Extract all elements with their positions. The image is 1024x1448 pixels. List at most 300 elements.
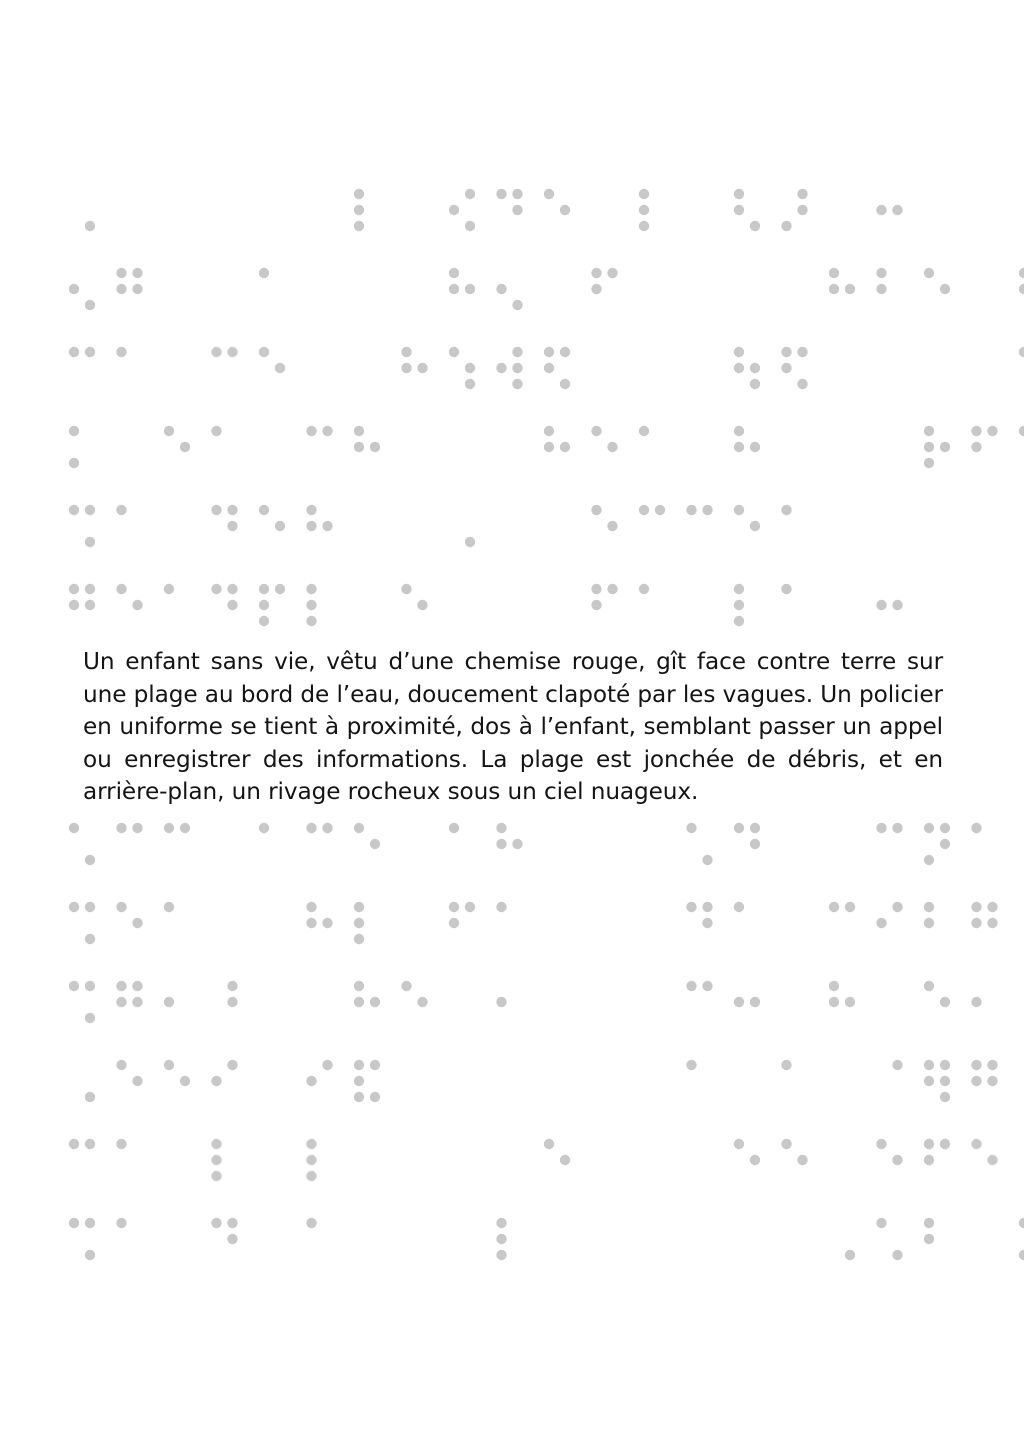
braille-dot (465, 284, 475, 294)
braille-dot (132, 823, 142, 833)
braille-dot (971, 1139, 981, 1149)
braille-dot (924, 981, 934, 991)
braille-dot (259, 600, 269, 610)
braille-dot (876, 823, 886, 833)
braille-dot (85, 1250, 95, 1260)
braille-dot (322, 426, 332, 436)
braille-dot (465, 221, 475, 231)
braille-dot (750, 363, 760, 373)
braille-dot (322, 823, 332, 833)
braille-dot (306, 902, 316, 912)
braille-upper-line-1 (85, 189, 1024, 231)
braille-dot (132, 981, 142, 991)
braille-dot (354, 221, 364, 231)
braille-dot (560, 1155, 570, 1165)
braille-dot (892, 1060, 902, 1070)
braille-dot (639, 426, 649, 436)
braille-dot (734, 823, 744, 833)
braille-dot (227, 347, 237, 357)
braille-dot (449, 823, 459, 833)
braille-upper-line-2 (69, 268, 1024, 310)
braille-dot (560, 347, 570, 357)
braille-dot (750, 839, 760, 849)
braille-dot (829, 284, 839, 294)
braille-dot (449, 902, 459, 912)
braille-dot (512, 379, 522, 389)
braille-dot (734, 189, 744, 199)
braille-dot (132, 997, 142, 1007)
braille-dot (306, 600, 316, 610)
braille-dot (496, 839, 506, 849)
braille-dot (370, 839, 380, 849)
braille-dot (132, 918, 142, 928)
braille-dot (116, 902, 126, 912)
braille-dot (227, 505, 237, 515)
braille-dot (544, 363, 554, 373)
braille-dot (734, 997, 744, 1007)
braille-dot (829, 268, 839, 278)
braille-dot (354, 981, 364, 991)
braille-dot (496, 363, 506, 373)
braille-dot (781, 347, 791, 357)
braille-dot (85, 1013, 95, 1023)
braille-dot (734, 600, 744, 610)
braille-dot (227, 600, 237, 610)
braille-lower-line-4 (85, 1060, 1024, 1102)
braille-dot (259, 616, 269, 626)
braille-dot (655, 505, 665, 515)
braille-dot (876, 268, 886, 278)
braille-dot (702, 902, 712, 912)
braille-dot (781, 363, 791, 373)
braille-dot (591, 600, 601, 610)
braille-dot (845, 902, 855, 912)
braille-dot (306, 1218, 316, 1228)
braille-dot (449, 205, 459, 215)
braille-dot (971, 823, 981, 833)
braille-dot (354, 934, 364, 944)
braille-dot (971, 997, 981, 1007)
braille-dot (845, 284, 855, 294)
braille-dot (734, 902, 744, 912)
braille-dot (354, 189, 364, 199)
braille-dot (85, 1218, 95, 1228)
braille-dot (924, 1234, 934, 1244)
braille-dot (116, 997, 126, 1007)
braille-dot (354, 902, 364, 912)
braille-dot (85, 1092, 95, 1102)
braille-dot (1019, 426, 1024, 436)
braille-dot (987, 1060, 997, 1070)
braille-dot (734, 442, 744, 452)
braille-dot (116, 1218, 126, 1228)
braille-dot (401, 981, 411, 991)
braille-dot (686, 902, 696, 912)
braille-dot (227, 981, 237, 991)
braille-dot (686, 1060, 696, 1070)
braille-dot (449, 347, 459, 357)
braille-dot (306, 584, 316, 594)
braille-dot (686, 823, 696, 833)
braille-dot (211, 347, 221, 357)
braille-dot (797, 347, 807, 357)
braille-dot (591, 268, 601, 278)
braille-dot (829, 997, 839, 1007)
braille-dot (69, 1139, 79, 1149)
braille-dot (971, 1076, 981, 1086)
braille-dot (306, 1155, 316, 1165)
braille-dot (940, 1060, 950, 1070)
braille-dot (116, 284, 126, 294)
braille-dot (496, 1250, 506, 1260)
braille-dot (924, 855, 934, 865)
braille-dot (971, 1060, 981, 1070)
braille-dot (797, 379, 807, 389)
braille-dot (306, 823, 316, 833)
braille-dot (892, 600, 902, 610)
braille-dot (734, 205, 744, 215)
braille-dot (465, 363, 475, 373)
braille-dot (465, 902, 475, 912)
braille-dot (750, 823, 760, 833)
braille-dot (401, 584, 411, 594)
braille-dot (1019, 1218, 1024, 1228)
image-description-caption: Un enfant sans vie, vêtu d’une chemise rouge, gît face contre terre sur une plage au bord de l’eau, doucement clapoté par les vagues. Un policier en uniforme se tient à proximité, dos à l’enfant, semblant passer un appel ou enregistrer des informations. La plage est jonchée de débris, et en arrière-plan, un rivage rocheux sous un ciel nuageux. (83, 648, 943, 805)
braille-dot (116, 981, 126, 991)
braille-dot (750, 379, 760, 389)
braille-dot (85, 347, 95, 357)
braille-dot (971, 902, 981, 912)
braille-dot (85, 902, 95, 912)
braille-dot (971, 426, 981, 436)
braille-dot (924, 823, 934, 833)
braille-dot (370, 442, 380, 452)
braille-dot (750, 521, 760, 531)
braille-dot (306, 505, 316, 515)
braille-dot (354, 918, 364, 928)
braille-dot (876, 205, 886, 215)
braille-dot (116, 1139, 126, 1149)
braille-dot (892, 902, 902, 912)
braille-dot (940, 823, 950, 833)
braille-dot (449, 268, 459, 278)
braille-dot (971, 918, 981, 928)
braille-dot (496, 1218, 506, 1228)
braille-dot (322, 521, 332, 531)
braille-dot (164, 426, 174, 436)
braille-lower-line-2 (69, 902, 1024, 944)
braille-dot (892, 205, 902, 215)
braille-dot (69, 600, 79, 610)
braille-dot (924, 918, 934, 928)
braille-dot (781, 584, 791, 594)
braille-dot (227, 584, 237, 594)
braille-dot (354, 823, 364, 833)
braille-dot (227, 997, 237, 1007)
braille-dot (924, 442, 934, 452)
braille-dot (85, 505, 95, 515)
braille-dot (560, 205, 570, 215)
braille-dot (417, 600, 427, 610)
braille-dot (639, 584, 649, 594)
braille-dot (544, 1139, 554, 1149)
braille-dot (845, 997, 855, 1007)
braille-dot (607, 442, 617, 452)
braille-dot (781, 1139, 791, 1149)
braille-dot (211, 426, 221, 436)
braille-dot (876, 1139, 886, 1149)
braille-dot (734, 363, 744, 373)
braille-upper-line-5 (69, 505, 1024, 547)
braille-dot (69, 981, 79, 991)
braille-dot (829, 902, 839, 912)
braille-dot (512, 189, 522, 199)
braille-dot (639, 221, 649, 231)
braille-dot (354, 426, 364, 436)
braille-dot (69, 347, 79, 357)
braille-dot (797, 189, 807, 199)
braille-dot (259, 505, 269, 515)
braille-dot (354, 1076, 364, 1086)
braille-dot (544, 442, 554, 452)
braille-dot (85, 981, 95, 991)
braille-dot (892, 823, 902, 833)
braille-dot (180, 1076, 190, 1086)
braille-dot (544, 189, 554, 199)
braille-dot (686, 505, 696, 515)
braille-dot (940, 284, 950, 294)
braille-dot (322, 918, 332, 928)
braille-dot (354, 205, 364, 215)
braille-dot (876, 1218, 886, 1228)
braille-dot (259, 268, 269, 278)
braille-dot (69, 823, 79, 833)
braille-dot (987, 426, 997, 436)
braille-dot (940, 839, 950, 849)
braille-dot (370, 1060, 380, 1070)
braille-dot (1019, 1250, 1024, 1260)
braille-dot (275, 584, 285, 594)
braille-dot (417, 363, 427, 373)
braille-dot (876, 284, 886, 294)
braille-dot (164, 1060, 174, 1070)
braille-dot (512, 839, 522, 849)
braille-dot (211, 1139, 221, 1149)
braille-dot (69, 902, 79, 912)
braille-dot (987, 918, 997, 928)
braille-dot (734, 347, 744, 357)
braille-dot (1019, 347, 1024, 357)
braille-dot (781, 221, 791, 231)
braille-dot (85, 221, 95, 231)
braille-dot (591, 426, 601, 436)
braille-dot (734, 505, 744, 515)
braille-dot (591, 584, 601, 594)
braille-dot (275, 521, 285, 531)
braille-dot (354, 997, 364, 1007)
braille-dot (496, 1234, 506, 1244)
braille-dot (702, 855, 712, 865)
braille-dot (560, 379, 570, 389)
braille-dot (987, 1155, 997, 1165)
braille-dot (211, 1218, 221, 1228)
braille-dot (924, 1218, 934, 1228)
braille-dot (591, 505, 601, 515)
braille-dot (354, 442, 364, 452)
braille-dot (180, 442, 190, 452)
braille-dot (259, 823, 269, 833)
braille-dot (702, 918, 712, 928)
braille-dot (512, 347, 522, 357)
braille-dot (892, 1155, 902, 1165)
braille-dot (781, 1060, 791, 1070)
braille-dot (164, 823, 174, 833)
braille-dot (512, 205, 522, 215)
braille-lower-line-5 (69, 1139, 1024, 1181)
braille-dot (465, 189, 475, 199)
braille-dot (876, 600, 886, 610)
braille-dot (211, 1171, 221, 1181)
braille-dot (69, 426, 79, 436)
braille-dot (639, 205, 649, 215)
braille-dot (306, 426, 316, 436)
braille-dot (512, 363, 522, 373)
braille-dot (306, 1139, 316, 1149)
braille-dot (69, 1218, 79, 1228)
braille-dot (116, 584, 126, 594)
braille-dot (116, 505, 126, 515)
braille-dot (164, 902, 174, 912)
braille-dot (259, 347, 269, 357)
braille-dot (180, 823, 190, 833)
braille-dot (132, 284, 142, 294)
braille-dot (449, 918, 459, 928)
braille-dot (591, 284, 601, 294)
braille-dot (85, 584, 95, 594)
braille-dot (686, 981, 696, 991)
braille-dot (639, 189, 649, 199)
braille-dot (69, 584, 79, 594)
braille-dot (417, 997, 427, 1007)
braille-dot (259, 584, 269, 594)
braille-dot (449, 284, 459, 294)
braille-dot (892, 1250, 902, 1260)
braille-dot (607, 584, 617, 594)
braille-dot (116, 823, 126, 833)
braille-dot (940, 997, 950, 1007)
braille-dot (734, 616, 744, 626)
braille-dot (116, 1060, 126, 1070)
braille-dot (544, 426, 554, 436)
braille-dot (1019, 284, 1024, 294)
braille-dot (781, 505, 791, 515)
braille-dot (322, 1060, 332, 1070)
braille-dot (924, 902, 934, 912)
braille-dot (797, 1155, 807, 1165)
braille-dot (924, 1060, 934, 1070)
braille-dot (85, 855, 95, 865)
braille-dot (211, 505, 221, 515)
braille-dot (797, 205, 807, 215)
braille-dot (702, 981, 712, 991)
braille-dot (734, 426, 744, 436)
braille-dot (85, 537, 95, 547)
braille-dot (401, 363, 411, 373)
braille-dot (306, 1076, 316, 1086)
braille-dot (702, 505, 712, 515)
braille-dot (829, 981, 839, 991)
braille-dot (940, 1139, 950, 1149)
braille-dot (750, 442, 760, 452)
braille-dot (306, 918, 316, 928)
braille-dot (306, 521, 316, 531)
braille-dot (734, 584, 744, 594)
braille-dot (465, 537, 475, 547)
braille-dot (85, 300, 95, 310)
braille-lower-line-1 (69, 823, 982, 865)
braille-dot (560, 442, 570, 452)
braille-dot (496, 823, 506, 833)
braille-dot (924, 1076, 934, 1086)
braille-dot (132, 600, 142, 610)
braille-dot (211, 1076, 221, 1086)
braille-dot (370, 997, 380, 1007)
braille-dot (845, 1250, 855, 1260)
braille-dot (1019, 268, 1024, 278)
braille-dot (876, 918, 886, 928)
braille-dot (496, 189, 506, 199)
braille-dot (512, 300, 522, 310)
braille-dot (544, 347, 554, 357)
braille-dot (354, 1092, 364, 1102)
braille-dot (306, 1171, 316, 1181)
braille-dot (164, 584, 174, 594)
braille-dot (227, 1234, 237, 1244)
braille-dot (639, 505, 649, 515)
braille-dot (750, 997, 760, 1007)
braille-dot (465, 379, 475, 389)
braille-dot (275, 363, 285, 373)
braille-dot (496, 902, 506, 912)
braille-dot (924, 1139, 934, 1149)
braille-upper-line-3 (69, 347, 1024, 389)
braille-dot (496, 997, 506, 1007)
braille-dot (132, 268, 142, 278)
braille-dot (211, 584, 221, 594)
braille-dot (496, 284, 506, 294)
braille-dot (227, 1060, 237, 1070)
braille-lower-line-3 (69, 981, 982, 1023)
braille-dot (971, 442, 981, 452)
braille-dot (924, 458, 934, 468)
braille-upper-line-4 (69, 426, 1024, 468)
braille-dot (211, 1155, 221, 1165)
braille-dot (85, 600, 95, 610)
braille-dot (607, 268, 617, 278)
braille-dot (306, 616, 316, 626)
braille-upper-line-6 (69, 584, 903, 626)
braille-dot (69, 505, 79, 515)
braille-dot (69, 284, 79, 294)
braille-dot (354, 1060, 364, 1070)
braille-dot (987, 1076, 997, 1086)
braille-dot (924, 1155, 934, 1165)
braille-dot (116, 268, 126, 278)
braille-dot (940, 1076, 950, 1086)
braille-dot (85, 1139, 95, 1149)
braille-lower-line-6 (69, 1218, 1024, 1260)
braille-dot (924, 426, 934, 436)
